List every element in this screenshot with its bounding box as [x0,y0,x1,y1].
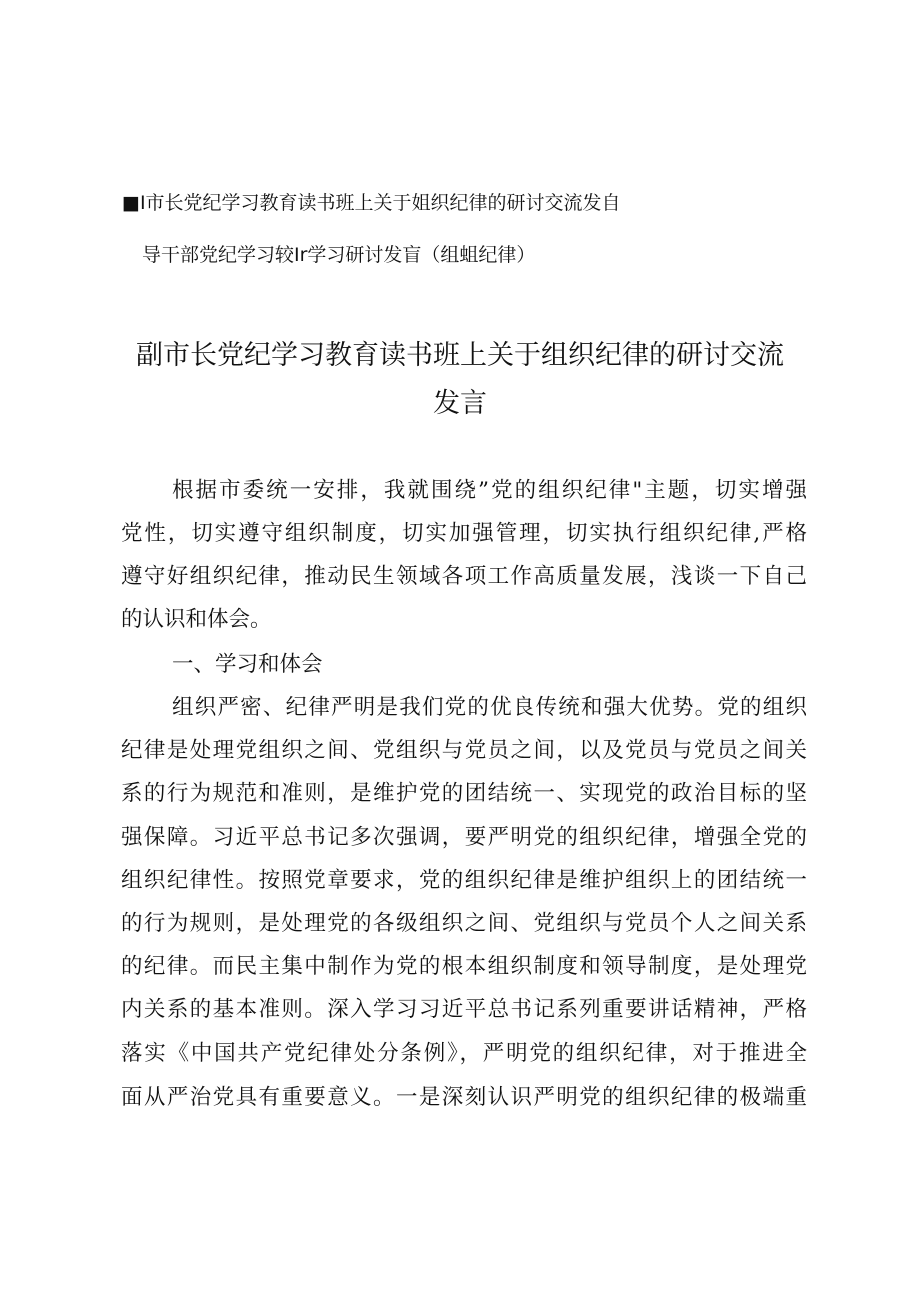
document-header-line-2: 导干部党纪学习较Ir学习研讨发盲（组蛆纪律） [142,244,536,266]
body-text-line: 的纪律。而民主集中制作为党的根本组织制度和领导制度，是处理党 [121,954,807,979]
body-text-line: 的认识和体会。 [121,607,272,632]
body-text-line: 组织严密、纪律严明是我们党的优良传统和强大优势。党的组织 [172,695,807,720]
body-text-line: 组织纪律性。按照党章要求，党的组织纪律是维护组织上的团结统一 [121,868,807,893]
body-text-line: 强保障。习近平总书记多次强调，要严明党的组织纪律，增强全党的 [121,825,807,850]
document-header-line-1: ■Ⅰ市长党纪学习教育读书班上关于姐织纪律的研讨交流发自 [122,192,621,214]
body-text-line: 的行为规则，是处理党的各级组织之间、党组织与党员个人之间关系 [121,911,807,936]
body-text-line: 系的行为规范和准则，是维护党的团结统一、实现党的政治目标的坚 [121,781,807,806]
body-text-line: 面从严治党具有重要意义。一是深刻认识严明党的组织纪律的极端重 [121,1085,807,1110]
body-text-line: 遵守好组织纪律，推动民生领域各项工作高质量发展，浅谈一下自己 [121,564,807,589]
body-text-line: 党性，切实遵守组织制度，切实加强管理，切实执行组织纪律,严格 [121,521,807,546]
body-text-line: 纪律是处理党组织之间、党组织与党员之间，以及党员与党员之间关 [121,738,807,763]
body-text-line: 落实《中国共产党纪律处分条例》，严明党的组织纪律，对于推进全 [121,1041,807,1066]
document-title-line-1: 副市长党纪学习教育读书班上关于组织纪律的研讨交流 [136,340,784,371]
section-heading: 一、学习和体会 [172,652,323,677]
body-text-line: 根据市委统一安排，我就围绕”党的组织纪律"主题，切实增强 [172,478,807,503]
document-title-line-2: 发言 [433,388,487,419]
body-text-line: 内关系的基本准则。深入学习习近平总书记系列重要讲话精神，严格 [121,997,807,1022]
